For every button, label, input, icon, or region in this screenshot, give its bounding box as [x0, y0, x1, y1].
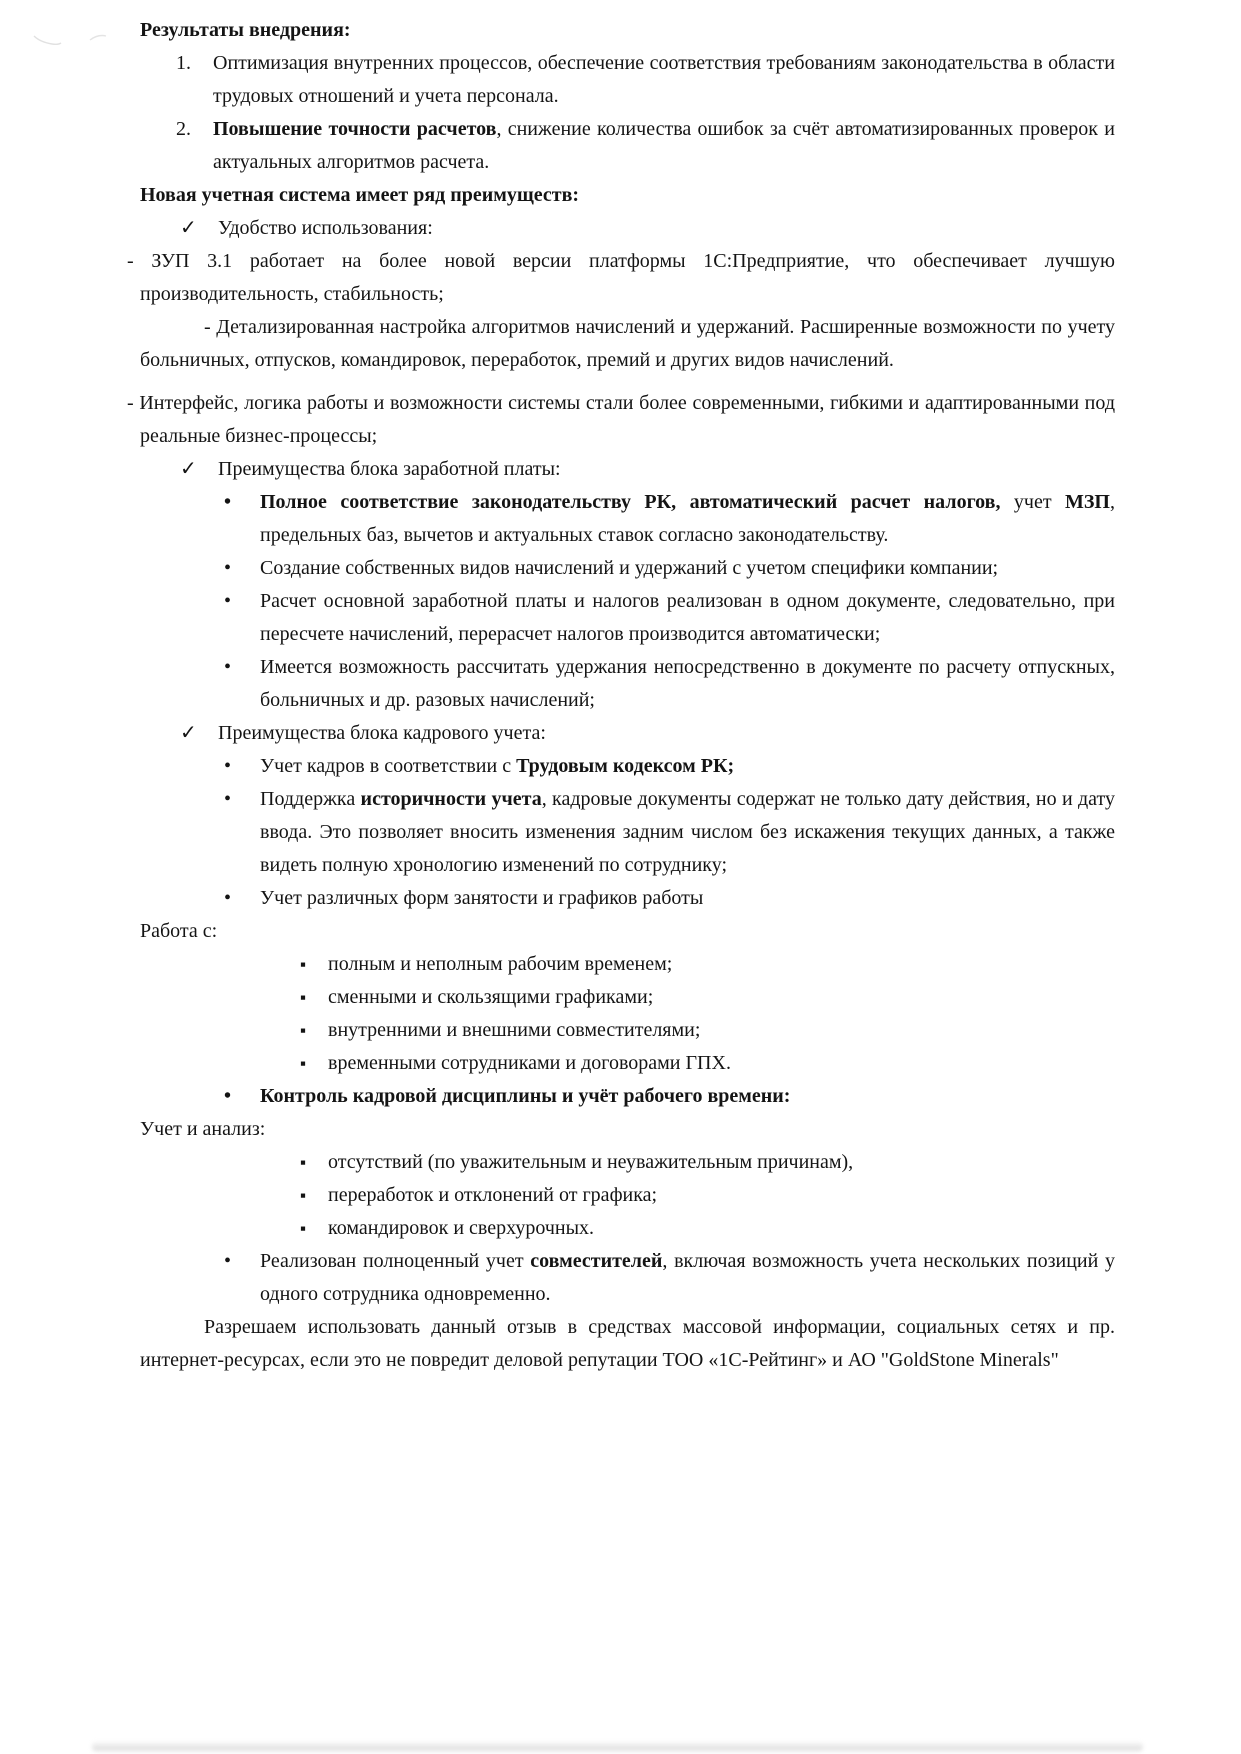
- text-segment: , включая возможность учета нескольких позиций у одного сотрудника одновременно.: [260, 1250, 1116, 1305]
- hr-title: Преимущества блока кадрового учета:: [218, 722, 546, 744]
- heading-advantages: Новая учетная система имеет ряд преимуществ:: [140, 184, 580, 206]
- result-item-2-text: , снижение количества ошибок за счёт автоматизированных проверок и актуальных алгоритмов расчета.: [213, 118, 1115, 173]
- bullet-icon: •: [224, 887, 232, 909]
- payroll-item-single-document: [140, 585, 1115, 651]
- check-item-hr: [140, 717, 1115, 750]
- text-segment: Создание собственных видов начислений и удержаний с учетом специфики компании;: [260, 557, 999, 579]
- analysis-item: [140, 1179, 1115, 1212]
- text-segment: Поддержка: [260, 788, 361, 810]
- checkmark-icon: ✓: [180, 217, 197, 239]
- list-number-1: 1.: [176, 52, 191, 74]
- result-item-2-bold: Повышение точности расчетов: [213, 118, 497, 140]
- payroll-item-deductions: [140, 651, 1115, 717]
- square-bullet-icon: ▪: [300, 955, 307, 974]
- result-item-1-text: Оптимизация внутренних процессов, обеспечение соответствия требованиям законодательства в области трудовых отношений и учета персонала.: [213, 52, 1115, 107]
- bullet-icon: •: [224, 491, 232, 513]
- usability-para-zup: - ЗУП 3.1 работает на более новой версии платформы 1С:Предприятие, что обеспечивает лучшую производительность, стабильность;: [127, 250, 1115, 305]
- work-with-item: [140, 1014, 1115, 1047]
- square-bullet-icon: ▪: [300, 1219, 307, 1238]
- text-segment: , предельных баз, вычетов и актуальных ставок согласно законодательству.: [260, 491, 1115, 546]
- multi-position-item: [140, 1245, 1115, 1311]
- bullet-icon: •: [224, 656, 232, 678]
- bullet-icon: •: [224, 1085, 232, 1107]
- analysis-item: [140, 1212, 1115, 1245]
- text-segment: совместителей: [530, 1250, 663, 1272]
- check-item-usability: [140, 212, 1115, 245]
- scan-shadow-artifact: [92, 1742, 1143, 1751]
- bullet-icon: •: [224, 557, 232, 579]
- square-bullet-icon: ▪: [300, 1153, 307, 1172]
- pencil-scan-artifact: [28, 22, 138, 62]
- bullet-icon: •: [224, 755, 232, 777]
- discipline-title: [140, 1080, 1115, 1113]
- discipline-title-text: Контроль кадровой дисциплины и учёт рабочего времени:: [260, 1085, 791, 1107]
- square-bullet-icon: ▪: [300, 1021, 307, 1040]
- check-item-payroll: [140, 453, 1115, 486]
- square-bullet-icon: ▪: [300, 1054, 307, 1073]
- text-segment: историчности учета: [360, 788, 542, 810]
- bullet-icon: •: [224, 1250, 232, 1272]
- result-item-1: [140, 47, 1115, 113]
- bullet-icon: •: [224, 788, 232, 810]
- work-with-item: [140, 981, 1115, 1014]
- text-segment: Трудовым кодексом РК;: [516, 755, 735, 777]
- checkmark-icon: ✓: [180, 458, 197, 480]
- text-segment: Реализован полноценный учет: [260, 1250, 531, 1272]
- payroll-item-custom-accruals: [140, 552, 1115, 585]
- heading-results: Результаты внедрения:: [140, 19, 351, 41]
- hr-item-labor-code: [140, 750, 1115, 783]
- analysis-item: [140, 1146, 1115, 1179]
- square-bullet-icon: ▪: [300, 1186, 307, 1205]
- checkmark-icon: ✓: [180, 722, 197, 744]
- work-with-label: Работа с:: [140, 920, 218, 942]
- text-segment: Учет кадров в соответствии с: [260, 755, 517, 777]
- text-segment: МЗП: [1065, 491, 1110, 513]
- work-with-item: [140, 948, 1115, 981]
- analysis-item-text: переработок и отклонений от графика;: [328, 1184, 658, 1206]
- work-with-item: [140, 1047, 1115, 1080]
- bullet-icon: •: [224, 590, 232, 612]
- payroll-item-compliance: [140, 486, 1115, 552]
- text-segment: Расчет основной заработной платы и налогов реализован в одном документе, следовательно, при пересчете начислений, перерасчет налогов производится автоматически;: [260, 590, 1115, 645]
- usability-para-detail: - Детализированная настройка алгоритмов начислений и удержаний. Расширенные возможности по учету больничных, отпусков, командировок, переработок, премий и других видов начислений.: [140, 316, 1115, 371]
- analysis-item-text: командировок и сверхурочных.: [328, 1217, 595, 1239]
- text-segment: Учет различных форм занятости и графиков работы: [260, 887, 704, 909]
- closing-paragraph: Разрешаем использовать данный отзыв в средствах массовой информации, социальных сетях и пр. интернет-ресурсах, если это не повредит деловой репутации ТОО «1С-Рейтинг» и АО "GoldStone Minerals": [140, 1316, 1115, 1371]
- text-segment: Имеется возможность рассчитать удержания непосредственно в документе по расчету отпускных, больничных и др. разовых начислений;: [260, 656, 1115, 711]
- hr-item-history: [140, 783, 1115, 882]
- usability-para-interface: - Интерфейс, логика работы и возможности системы стали более современными, гибкими и адаптированными под реальные бизнес-процессы;: [127, 392, 1115, 447]
- work-with-item-text: внутренними и внешними совместителями;: [328, 1019, 701, 1041]
- list-number-2: 2.: [176, 118, 191, 140]
- result-item-2: [140, 113, 1115, 179]
- text-segment: учет: [1000, 491, 1065, 513]
- text-segment: Полное соответствие законодательству РК, автоматический расчет налогов,: [260, 491, 1001, 513]
- scanned-review-document: [127, 14, 1116, 1377]
- hr-item-employment-forms: [140, 882, 1115, 915]
- payroll-title: Преимущества блока заработной платы:: [218, 458, 561, 480]
- square-bullet-icon: ▪: [300, 988, 307, 1007]
- work-with-item-text: временными сотрудниками и договорами ГПХ.: [328, 1052, 731, 1074]
- text-segment: , кадровые документы содержат не только дату действия, но и дату ввода. Это позволяет вносить изменения задним числом без искажения текущих данных, а также видеть полную хронологию изменений по сотруднику;: [260, 788, 1116, 876]
- work-with-item-text: сменными и скользящими графиками;: [328, 986, 654, 1008]
- analysis-label: Учет и анализ:: [140, 1118, 266, 1140]
- usability-title: Удобство использования:: [218, 217, 433, 239]
- analysis-item-text: отсутствий (по уважительным и неуважительным причинам),: [328, 1151, 854, 1173]
- work-with-item-text: полным и неполным рабочим временем;: [328, 953, 673, 975]
